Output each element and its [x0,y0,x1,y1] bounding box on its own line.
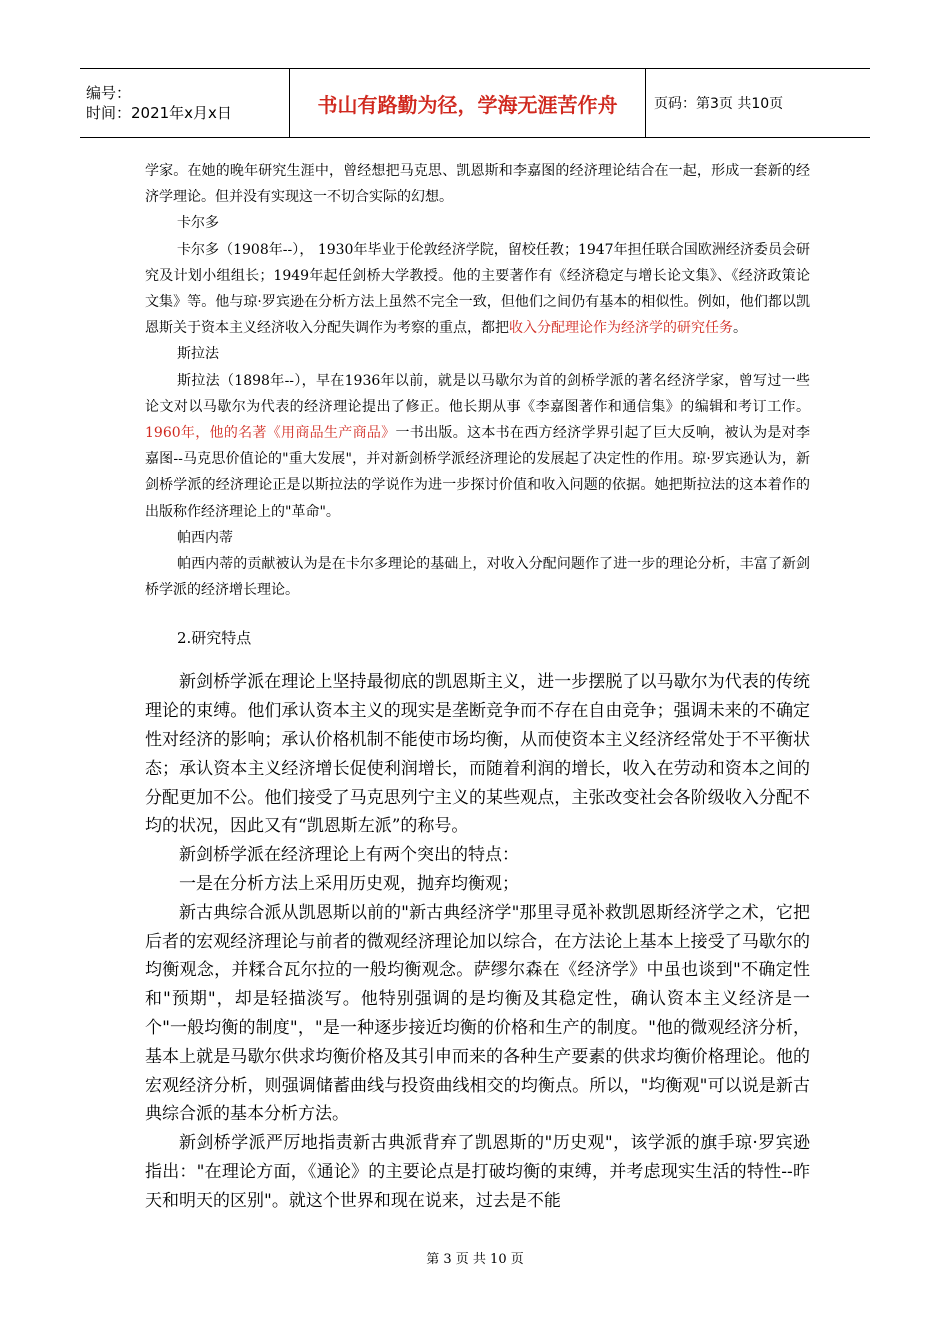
doc-date: 时间：2021年x月x日 [86,104,232,122]
header-motto: 书山有路勤为径，学海无涯苦作舟 [289,69,646,137]
heading-pasinetti: 帕西内蒂 [177,529,233,546]
paragraph-two-features: 新剑桥学派在经济理论上有两个突出的特点： [179,845,519,866]
header-page-info: 页码：第3页 共10页 [654,96,784,112]
section-heading: 2.研究特点 [177,629,252,648]
paragraph-first-feature: 一是在分析方法上采用历史观，抛弃均衡观； [179,874,519,895]
kaldor-highlight: 收入分配理论作为经济学的研究任务 [509,320,733,337]
paragraph-sraffa [145,368,810,525]
document-body [145,158,810,1216]
page-footer: 第 3 页 共 10 页 [426,1252,524,1267]
paragraph-pasinetti: 帕西内蒂的贡献被认为是在卡尔多理论的基础上，对收入分配问题作了进一步的理论分析，丰富了新剑桥学派的经济增长理论。 [145,556,810,599]
sraffa-text-2: 一书出版。这本书在西方经济学界引起了巨大反响，被认为是对李嘉图--马克思价值论的"重大发展"，并对新剑桥学派经济理论的发展起了决定性的作用。琼·罗宾逊认为，新剑桥学派的经济理论正是以斯拉法的学说作为进一步探讨价值和收入问题的依据。她把斯拉法的这本着作的出版称作经济理论上的"革命"。 [145,425,810,520]
sraffa-text: 斯拉法（1898年--），早在1936年以前，就是以马歇尔为首的剑桥学派的著名经济学家，曾写过一些论文对以马歇尔为代表的经济理论提出了修正。他长期从事《李嘉图著作和通信集》的编辑和考订工作。 [145,372,810,415]
paragraph-continuation: 学家。在她的晚年研究生涯中，曾经想把马克思、凯恩斯和李嘉图的经济理论结合在一起，形成一套新的经济学理论。但并没有实现这一不切合实际的幻想。 [145,163,810,206]
header-meta [80,69,289,137]
paragraph-neoclassical: 新古典综合派从凯恩斯以前的"新古典经济学"那里寻觅补救凯恩斯经济学之术，它把后者的宏观经济理论与前者的微观经济理论加以综合，在方法论上基本上接受了马歇尔的均衡观念，并糅合瓦尔拉的一般均衡观念。萨缪尔森在《经济学》中虽也谈到"不确定性和"预期"，却是轻描淡写。他特别强调的是均衡及其稳定性，确认资本主义经济是一个"一般均衡的制度"，"是一种逐步接近均衡的价格和生产的制度。"他的微观经济分析，基本上就是马歇尔供求均衡价格及其引申而来的各种生产要素的供求均衡价格理论。他的宏观经济分析，则强调储蓄曲线与投资曲线相交的均衡点。所以，"均衡观"可以说是新古典综合派的基本分析方法。 [145,902,810,1125]
doc-number-label: 编号： [86,84,132,102]
kaldor-text-end: 。 [733,320,747,337]
paragraph-kaldor [145,237,810,342]
paragraph-features: 新剑桥学派在理论上坚持最彻底的凯恩斯主义，进一步摆脱了以马歇尔为代表的传统理论的束缚。他们承认资本主义的现实是垄断竞争而不存在自由竞争；强调未来的不确定性对经济的影响；承认价格机制不能使市场均衡，从而使资本主义经济经常处于不平衡状态；承认资本主义经济增长促使利润增长，而随着利润的增长，收入在劳动和资本之间的分配更加不公。他们接受了马克思列宁主义的某些观点，主张改变社会各阶级收入分配不均的状况，因此又有“凯恩斯左派”的称号。 [145,672,810,837]
sraffa-highlight: 1960年，他的名著《用商品生产商品》 [145,425,396,442]
heading-kaldor: 卡尔多 [177,215,219,232]
paragraph-historical-view: 新剑桥学派严厉地指责新古典派背弃了凯恩斯的"历史观"，该学派的旗手琼·罗宾逊指出："在理论方面，《通论》的主要论点是打破均衡的束缚，并考虑现实生活的特性--昨天和明天的区别"。就这个世界和现在说来，过去是不能 [145,1133,810,1211]
kaldor-text: 卡尔多（1908年--）， 1930年毕业于伦敦经济学院，留校任教；1947年担任联合国欧洲经济委员会研究及计划小组组长；1949年起任剑桥大学教授。他的主要著作有《经济稳定与增长论文集》、《经济政策论文集》等。他与琼·罗宾逊在分析方法上虽然不完全一致，但他们之间仍有基本的相似性。例如，他们都以凯恩斯关于资本主义经济收入分配失调作为考察的重点，都把 [145,241,810,337]
heading-sraffa: 斯拉法 [177,346,219,363]
page-header [80,68,870,138]
